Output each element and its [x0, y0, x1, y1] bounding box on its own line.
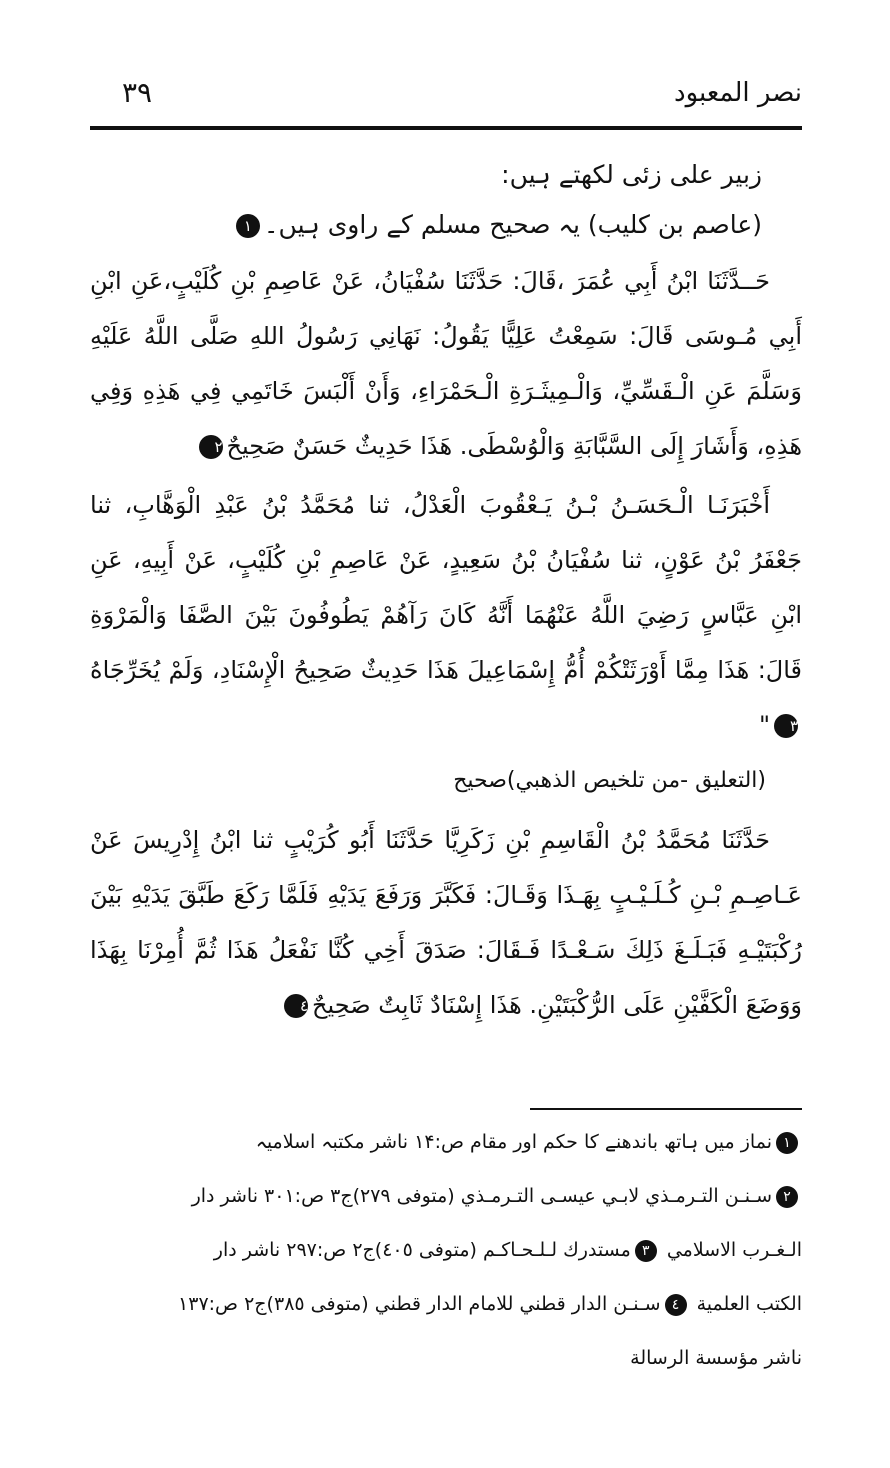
urdu-note: (عاصم بن کلیب) یہ صحیح مسلم کے راوی ہیں۔١	[90, 200, 802, 250]
footnote-rule	[530, 1108, 802, 1110]
page-body	[90, 150, 802, 1033]
book-title: نصر المعبود	[674, 78, 802, 108]
footnote-1: ١نماز میں ہاتھ باندھنے کا حکم اور مقام ص:۱۴ ناشر مکتبہ اسلامیہ	[90, 1115, 802, 1169]
urdu-intro: زبیر علی زئی لکھتے ہیں:	[501, 160, 762, 189]
footnote-1-marker: ١	[776, 1132, 798, 1154]
page-number: ۳۹	[122, 76, 153, 109]
footnote-4-cont: ناشر مؤسسة الرسالة	[630, 1347, 802, 1369]
hadith-paragraph-2: أَخْبَرَنَـا الْـحَسَـنُ بْـنُ يَـعْقُوبَ الْعَدْلُ، ثنا مُحَمَّدُ بْنُ عَبْدِ الْوَهَّابِ، ثنا جَعْفَرُ بْنُ عَوْنٍ، ثنا سُفْيَانُ بْنُ سَعِيدٍ، عَنْ عَاصِمِ بْنِ كُلَيْبٍ، عَنْ أَبِيهِ، عَنِ ابْنِ عَبَّاسٍ رَضِيَ اللَّهُ عَنْهُمَا أَنَّهُ كَانَ رَآهُمْ يَطُوفُونَ بَيْنَ الصَّفَا وَالْمَرْوَةِ قَالَ: هَذَا مِمَّا أَوْرَثَتْكُمْ أُمُّ إِسْمَاعِيلَ هَذَا حَدِيثٌ صَحِيحُ الْإِسْنَادِ، وَلَمْ يُخَرِّجَاهُ٣"	[90, 491, 802, 739]
footnote-2-3: الـغـرب الاسلامي ٣مستدرك لـلـحـاكـم (متوفى ٤٠٥)ج٢ ص:٢٩٧ ناشر دار	[213, 1239, 802, 1261]
hadith-paragraph-3: حَدَّثَنَا مُحَمَّدُ بْنُ الْقَاسِمِ بْنِ زَكَرِيَّا حَدَّثَنَا أَبُو كُرَيْبٍ ثنا ابْنُ إِدْرِيسَ عَنْ عَـاصِـمِ بْـنِ كُـلَـيْـبٍ بِهَـذَا وَقَـالَ: فَكَبَّرَ وَرَفَعَ يَدَيْهِ فَلَمَّا رَكَعَ طَبَّقَ يَدَيْهِ بَيْنَ رُكْبَتَيْـهِ فَبَـلَـغَ ذَلِكَ سَـعْـدًا فَـقَالَ: صَدَقَ أَخِي كُنَّا نَفْعَلُ هَذَا ثُمَّ أُمِرْنَا بِهَذَا وَوَضَعَ الْكَفَّيْنِ عَلَى الرُّكْبَتَيْنِ. هَذَا إِسْنَادٌ ثَابِتٌ صَحِيحٌ٤	[90, 826, 802, 1019]
footnote-3-4: الكتب العلمية ٤سـنـن الدار قطني للامام الدار قطني (متوفى ٣٨٥)ج٢ ص:١٣٧	[178, 1293, 802, 1315]
footnotes	[90, 1115, 802, 1385]
footnote-marker-2[interactable]: ٢	[199, 435, 223, 459]
hadith-paragraph-1: حَــدَّثَنَا ابْنُ أَبِي عُمَرَ ،قَالَ: حَدَّثَنَا سُفْيَانُ، عَنْ عَاصِمِ بْنِ كُلَيْبٍ،عَنِ ابْنِ أَبِي مُـوسَى قَالَ: سَمِعْتُ عَلِيًّا يَقُولُ: نَهَانِي رَسُولُ اللهِ صَلَّى اللَّهُ عَلَيْهِ وَسَلَّمَ عَنِ الْـقَسِّيِّ، وَالْـمِيثَـرَةِ الْـحَمْرَاءِ، وَأَنْ أَلْبَسَ خَاتَمِي فِي هَذِهِ وَفِي هَذِهِ، وَأَشَارَ إِلَى السَّبَّابَةِ وَالْوُسْطَى. هَذَا حَدِيثٌ حَسَنٌ صَحِيحٌ٢	[90, 267, 802, 460]
talkhis-note: (التعليق -من تلخيص الذهبي)صحيح	[453, 768, 766, 793]
footnote-2-marker: ٢	[776, 1186, 798, 1208]
footnote-2: ٢سـنـن التـرمـذي لابـي عيسـى التـرمـذي (متوفى ٢٧٩)ج٣ ص:٣٠١ ناشر دار	[90, 1169, 802, 1223]
footnote-marker-3[interactable]: ٣	[774, 714, 798, 738]
page-header	[90, 68, 802, 120]
footnote-3-marker: ٣	[635, 1240, 657, 1262]
footnote-4-marker: ٤	[665, 1294, 687, 1316]
footnote-marker-1[interactable]: ١	[236, 214, 260, 238]
footnote-marker-4[interactable]: ٤	[284, 994, 308, 1018]
header-rule	[90, 126, 802, 130]
